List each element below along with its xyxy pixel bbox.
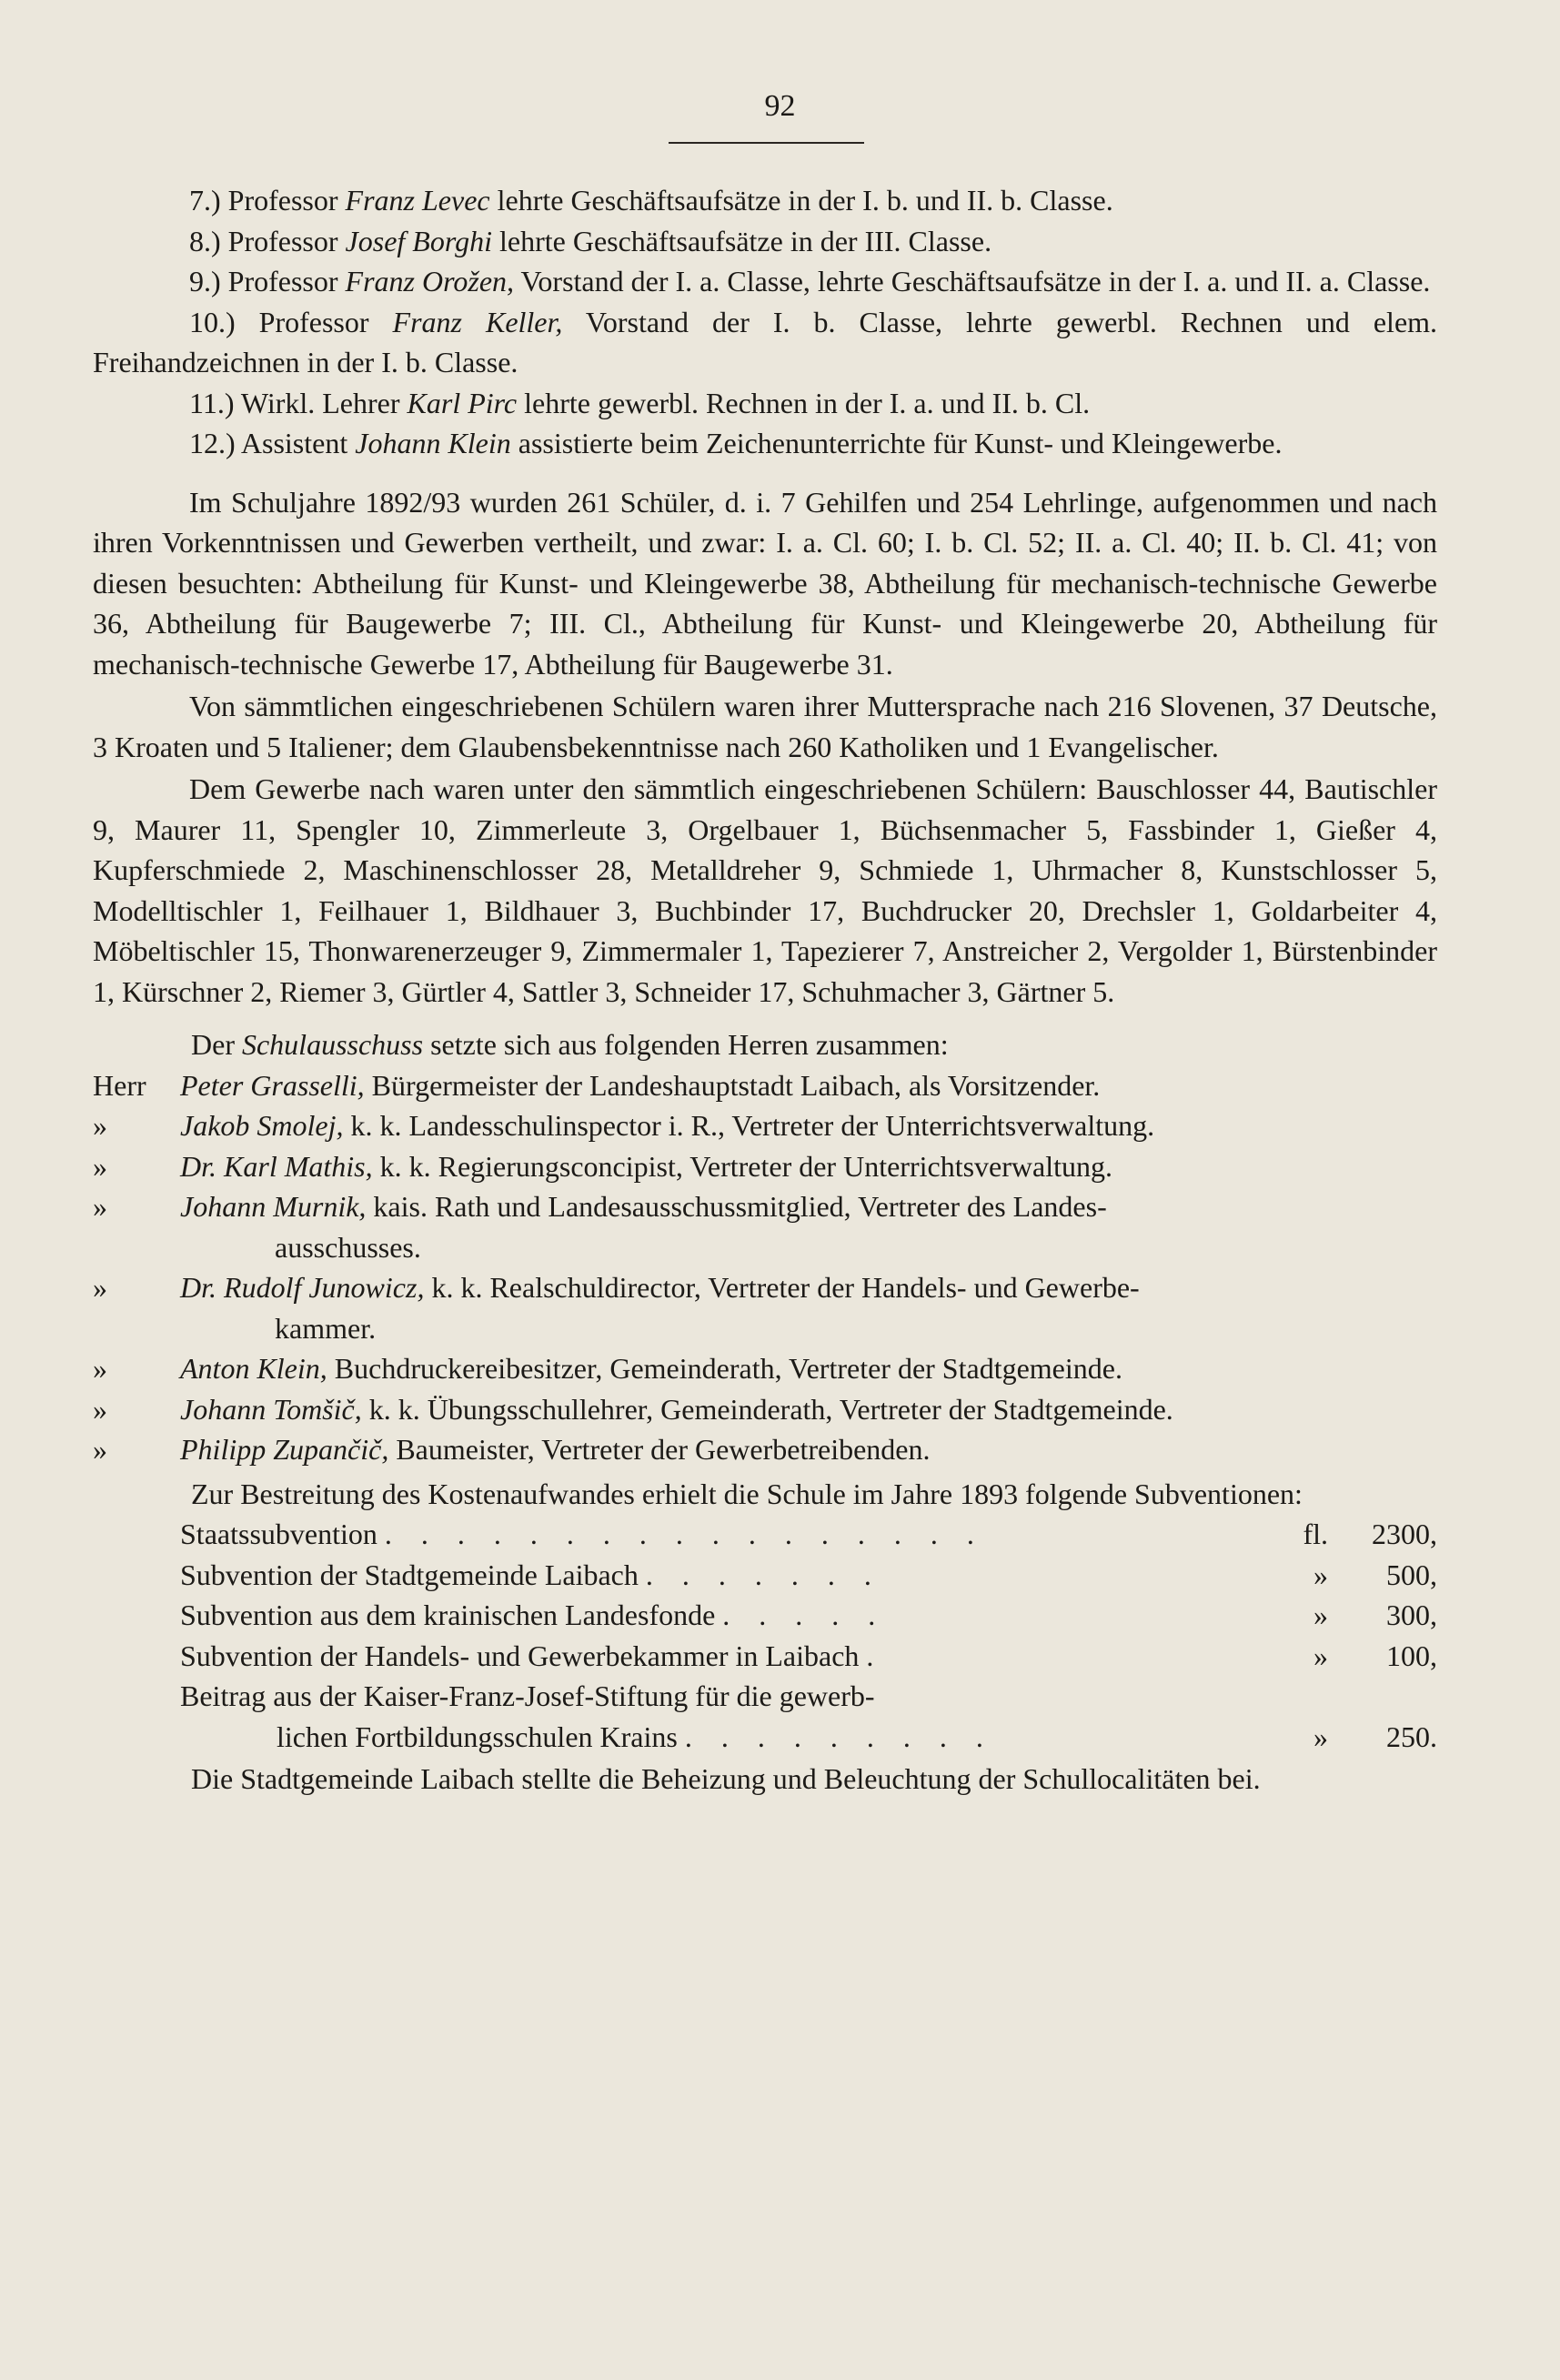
- member-name: Johann Tomšič,: [180, 1392, 362, 1426]
- subvention-label: Subvention der Stadtgemeinde Laibach: [180, 1558, 639, 1591]
- subvention-label: Beitrag aus der Kaiser-Franz-Josef-Stiftung für die gewerb-: [180, 1679, 875, 1712]
- member-role-continuation: ausschusses.: [275, 1230, 421, 1264]
- committee-member: [93, 1146, 1437, 1187]
- member-marker: »: [93, 1271, 107, 1304]
- page-number: 92: [764, 89, 796, 123]
- subvention-label-continuation: lichen Fortbildungsschulen Krains: [277, 1719, 678, 1753]
- subvention-amount: 100,: [1386, 1639, 1437, 1672]
- member-role: Buchdruckereibesitzer, Gemeinderath, Vertreter der Stadtgemeinde.: [334, 1352, 1122, 1385]
- member-name: Dr. Rudolf Junowicz,: [180, 1271, 425, 1304]
- staff-entry: 8.) Professor Josef Borghi lehrte Geschäftsaufsätze in der III. Classe.: [189, 224, 992, 257]
- member-marker: »: [93, 1433, 107, 1466]
- member-marker: »: [93, 1149, 107, 1183]
- member-name: Jakob Smolej,: [180, 1109, 344, 1142]
- member-name: Philipp Zupančič,: [180, 1433, 389, 1466]
- member-role: k. k. Regierungsconcipist, Vertreter der Unterrichtsverwaltung.: [379, 1149, 1112, 1183]
- staff-list: [93, 180, 1437, 464]
- staff-entry: 12.) Assistent Johann Klein assistierte beim Zeichenunterrichte für Kunst- und Kleingewerbe.: [189, 427, 1283, 459]
- subvention-currency: »: [1313, 1639, 1328, 1672]
- leader-dots: . . . . . . . . . . . . . . . . .: [384, 1518, 985, 1550]
- committee-list: [93, 1065, 1437, 1470]
- committee-member: [93, 1348, 1437, 1389]
- subvention-label: Staatssubvention: [180, 1518, 377, 1550]
- member-role: k. k. Übungsschullehrer, Gemeinderath, Vertreter der Stadtgemeinde.: [368, 1392, 1173, 1426]
- closing-paragraph: Die Stadtgemeinde Laibach stellte die Beheizung und Beleuchtung der Schullocalitäten bei.: [191, 1762, 1261, 1795]
- staff-entry: 9.) Professor Franz Orožen, Vorstand der I. a. Classe, lehrte Geschäftsaufsätze in der I. a. und II. a. Classe.: [189, 265, 1431, 298]
- committee-member: [93, 1267, 1437, 1348]
- subvention-currency: »: [1313, 1719, 1328, 1753]
- page-number-rule: [669, 142, 864, 144]
- subvention-amount: 500,: [1386, 1558, 1437, 1591]
- subvention-label: Subvention aus dem krainischen Landesfonde: [180, 1598, 716, 1631]
- member-role: kais. Rath und Landesausschussmitglied, Vertreter des Landes-: [373, 1190, 1107, 1223]
- member-marker: »: [93, 1352, 107, 1385]
- committee-intro: Der Schulausschuss setzte sich aus folgenden Herren zusammen:: [191, 1028, 949, 1061]
- committee-member: [93, 1429, 1437, 1470]
- member-marker: »: [93, 1190, 107, 1223]
- member-marker: »: [93, 1392, 107, 1426]
- committee-member: [93, 1186, 1437, 1267]
- subvention-row: [93, 1636, 1437, 1677]
- member-name: Peter Grasselli,: [180, 1068, 365, 1102]
- language-paragraph: Von sämmtlichen eingeschriebenen Schülern waren ihrer Muttersprache nach 216 Slovenen, 37 Deutsche, 3 Kroaten und 5 Italiener; dem Glaubensbekenntnisse nach 260 Katholiken und 1 Evangelischer.: [93, 690, 1437, 763]
- member-role: k. k. Landesschulinspector i. R., Vertreter der Unterrichtsverwaltung.: [350, 1109, 1155, 1142]
- subvention-row: [93, 1717, 1437, 1758]
- staff-entry: 7.) Professor Franz Levec lehrte Geschäftsaufsätze in der I. b. und II. b. Classe.: [189, 184, 1113, 217]
- leader-dots: . . . . . . .: [645, 1558, 882, 1591]
- committee-member: [93, 1389, 1437, 1430]
- subvention-amount: 300,: [1386, 1598, 1437, 1631]
- committee-member: [93, 1065, 1437, 1106]
- subvention-row: [93, 1555, 1437, 1596]
- leader-dots: . . . . .: [722, 1598, 887, 1631]
- staff-entry: 11.) Wirkl. Lehrer Karl Pirc lehrte gewerbl. Rechnen in der I. a. und II. b. Cl.: [189, 386, 1091, 419]
- member-marker: »: [93, 1109, 107, 1142]
- subvention-amount: 250.: [1386, 1719, 1437, 1753]
- subvention-label: Subvention der Handels- und Gewerbekammer in Laibach: [180, 1639, 860, 1672]
- funding-intro: Zur Bestreitung des Kostenaufwandes erhielt die Schule im Jahre 1893 folgende Subventionen:: [191, 1477, 1303, 1510]
- member-role-continuation: kammer.: [275, 1311, 377, 1345]
- member-name: Anton Klein,: [180, 1352, 327, 1385]
- subvention-currency: fl.: [1303, 1518, 1328, 1550]
- member-name: Johann Murnik,: [180, 1190, 367, 1223]
- trades-paragraph: Dem Gewerbe nach waren unter den sämmtlich eingeschriebenen Schülern: Bauschlosser 44, Bautischler 9, Maurer 11, Spengler 10, Zimmerleute 3, Orgelbauer 1, Büchsenmacher 5, Fassbinder 1, Gießer 4, Kupferschmiede 2, Maschinenschlosser 28, Metalldreher 9, Schmiede 1, Uhrmacher 8, Kunstschlosser 5, Modelltischler 1, Feilhauer 1, Bildhauer 3, Buchbinder 17, Buchdrucker 20, Drechsler 1, Goldarbeiter 4, Möbeltischler 15, Thonwarenerzeuger 9, Zimmermaler 1, Tapezierer 7, Anstreicher 2, Vergolder 1, Bürstenbinder 1, Kürschner 2, Riemer 3, Gürtler 4, Sattler 3, Schneider 17, Schuhmacher 3, Gärtner 5.: [93, 772, 1437, 1008]
- subvention-list: [93, 1514, 1437, 1757]
- member-name: Dr. Karl Mathis,: [180, 1149, 373, 1183]
- subvention-currency: »: [1313, 1598, 1328, 1631]
- subvention-currency: »: [1313, 1558, 1328, 1591]
- subvention-row: [93, 1595, 1437, 1636]
- member-role: Bürgermeister der Landeshauptstadt Laibach, als Vorsitzender.: [371, 1068, 1101, 1102]
- member-marker: Herr: [93, 1068, 146, 1102]
- page-body: [93, 180, 1437, 1800]
- subvention-amount: 2300,: [1372, 1518, 1437, 1550]
- committee-member: [93, 1105, 1437, 1146]
- staff-entry: 10.) Professor Franz Keller, Vorstand der I. b. Classe, lehrte gewerbl. Rechnen und elem. Freihandzeichnen in der I. b. Classe.: [93, 305, 1438, 378]
- leader-dots: .: [866, 1639, 885, 1672]
- subvention-row: [93, 1514, 1437, 1555]
- member-role: Baumeister, Vertreter der Gewerbetreibenden.: [396, 1433, 931, 1466]
- leader-dots: . . . . . . . . .: [684, 1719, 994, 1753]
- member-role: k. k. Realschuldirector, Vertreter der Handels- und Gewerbe-: [431, 1271, 1140, 1304]
- subvention-row-label-first-line: [93, 1676, 1437, 1717]
- enrolment-paragraph: Im Schuljahre 1892/93 wurden 261 Schüler, d. i. 7 Gehilfen und 254 Lehrlinge, aufgenommen und nach ihren Vorkenntnissen und Gewerben vertheilt, und zwar: I. a. Cl. 60; I. b. Cl. 52; II. a. Cl. 40; II. b. Cl. 41; von diesen besuchten: Abtheilung für Kunst- und Kleingewerbe 38, Abtheilung für mechanisch-technische Gewerbe 36, Abtheilung für Baugewerbe 7; III. Cl., Abtheilung für Kunst- und Kleingewerbe 20, Abtheilung für mechanisch-technische Gewerbe 17, Abtheilung für Baugewerbe 31.: [93, 485, 1437, 681]
